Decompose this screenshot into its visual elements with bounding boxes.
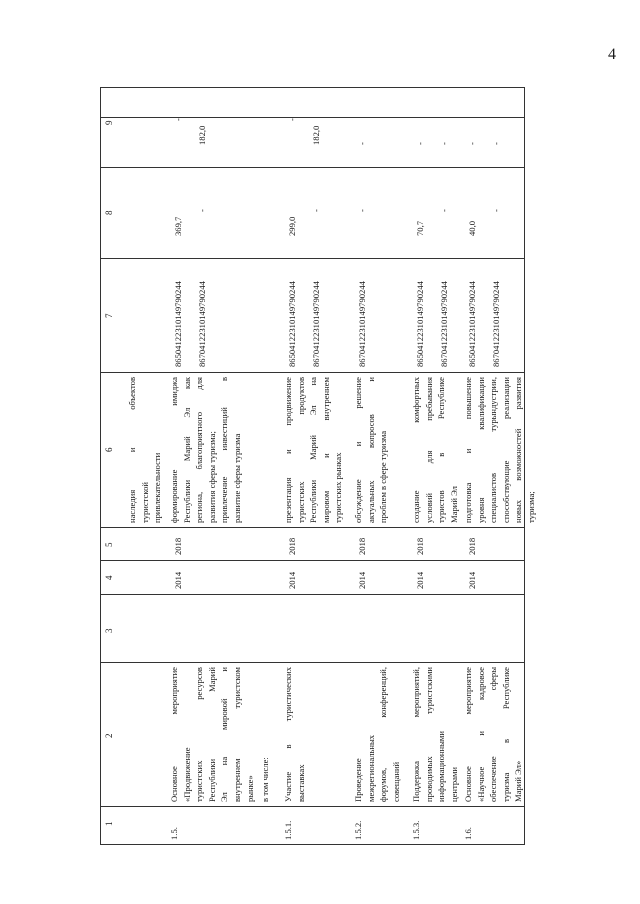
budget-code: 86704122310149790244 <box>311 281 321 367</box>
row-number: 1.5.2. <box>353 820 363 840</box>
expected-result <box>410 377 460 523</box>
start-year: 2014 <box>287 571 297 589</box>
result-line: обсуждение и решение <box>353 377 363 523</box>
row-number: 1.6. <box>463 827 473 840</box>
row-name-line: Основное мероприятие <box>169 667 179 802</box>
amount-col-8: 369,7 <box>173 216 183 236</box>
result-line: развития сферы туризма; <box>206 431 217 523</box>
result-line: актуальных вопросов и <box>365 377 376 523</box>
result-line: привлечение инвестиций в <box>219 377 230 523</box>
expected-result <box>282 377 345 523</box>
result-line: создание комфортных <box>411 377 421 523</box>
row-name-line: проводимых туристскими <box>423 667 434 802</box>
result-line: туризма; <box>525 491 536 523</box>
row-name-line: «Продвижение <box>181 747 192 802</box>
row-name <box>282 667 307 802</box>
end-year: 2018 <box>415 537 425 555</box>
amount-col-8: - <box>197 209 207 212</box>
result-line: туристских продуктов <box>295 377 306 523</box>
result-line: уровня квалификации <box>475 377 486 523</box>
row-name-line: Основное мероприятие <box>463 667 473 802</box>
col-8-9-separator <box>100 167 525 168</box>
row-subheading: в том числе: <box>260 757 270 802</box>
row-name-line: внутреннем туристском <box>231 667 242 802</box>
result-line: специалистов турындустрии, <box>488 377 499 523</box>
amount-col-9: 182,0 <box>197 125 207 145</box>
start-year: 2014 <box>357 571 367 589</box>
expected-result <box>352 377 390 523</box>
start-year: 2014 <box>467 571 477 589</box>
continued-line: туристской <box>139 482 150 523</box>
end-year: 2018 <box>467 537 477 555</box>
row-name-line: туристских ресурсов <box>194 667 205 802</box>
budget-code: 86704122310149790244 <box>491 281 501 367</box>
result-line: Марий Эл <box>448 486 459 523</box>
continued-result-cell <box>126 377 164 523</box>
row-name <box>410 667 460 802</box>
continued-line: наследия и объектов <box>127 377 137 523</box>
amount-col-8: 40,0 <box>467 220 477 236</box>
table-left-border <box>100 87 101 845</box>
row-name <box>168 667 256 802</box>
row-number: 1.5.3. <box>411 820 421 840</box>
header-col-5: 5 <box>104 542 114 547</box>
row-name-line: межрегиональных <box>365 734 376 802</box>
budget-code: 86704122310149790244 <box>197 281 207 367</box>
row-name-line: туризма в Республике <box>500 667 511 802</box>
result-line: формирование имиджа <box>169 377 179 523</box>
amount-col-9: - <box>415 142 425 145</box>
header-row-top-border <box>100 844 525 845</box>
end-year: 2018 <box>357 537 367 555</box>
expected-result <box>168 377 244 523</box>
result-line: способствующие реализации <box>500 377 511 523</box>
budget-code: 86504122310149790244 <box>287 281 297 367</box>
header-col-7: 7 <box>104 313 114 318</box>
budget-code: 86504122310149790244 <box>415 281 425 367</box>
start-year: 2014 <box>173 571 183 589</box>
start-year: 2014 <box>415 571 425 589</box>
header-col-9: 9 <box>104 120 114 125</box>
col-4-5-separator <box>100 560 525 561</box>
result-line: условий для пребывания <box>423 377 434 523</box>
result-line: Республики Марий Эл на <box>308 377 319 523</box>
row-name-line: информационными <box>436 731 447 802</box>
col-7-8-separator <box>100 258 525 259</box>
col-1-2-separator <box>100 806 525 807</box>
row-name-line: выставках <box>295 764 306 802</box>
continued-line: привлекательности <box>152 452 163 523</box>
table-top-border <box>100 87 525 88</box>
result-line: мировом и внутреннем <box>320 377 331 523</box>
row-name-line: форумов, конференций, <box>378 667 389 802</box>
result-line: развитие сферы туризма <box>231 433 242 523</box>
page-number: 4 <box>608 46 616 63</box>
header-col-3: 3 <box>104 628 114 633</box>
amount-col-9: - <box>287 118 297 121</box>
row-name-line: Марий Эл» <box>513 760 524 802</box>
result-line: туристов в Республике <box>436 377 447 523</box>
row-name-line: «Научное и кадровое <box>475 667 486 802</box>
end-year: 2018 <box>287 537 297 555</box>
result-line: презентация и продвижение <box>283 377 293 523</box>
amount-col-8: - <box>491 209 501 212</box>
row-name <box>462 667 525 802</box>
col-6-7-separator <box>100 372 525 373</box>
row-name-line: совещаний <box>390 761 401 802</box>
col-2-3-separator <box>100 662 525 663</box>
budget-code: 86704122310149790244 <box>439 281 449 367</box>
amount-col-9: - <box>491 142 501 145</box>
result-line: Республики Марий Эл как <box>181 377 192 523</box>
row-name-line: Проведение <box>353 758 363 802</box>
header-col-4: 4 <box>104 575 114 580</box>
amount-col-9: - <box>439 142 449 145</box>
amount-col-8: 299,0 <box>287 216 297 236</box>
result-line: новых возможностей развития <box>513 377 524 523</box>
row-name-line: обеспечение сферы <box>488 667 499 802</box>
budget-code: 86504122310149790244 <box>467 281 477 367</box>
amount-col-9: - <box>467 142 477 145</box>
amount-col-8: 70,7 <box>415 220 425 236</box>
row-name <box>352 667 402 802</box>
amount-col-9: - <box>173 118 183 121</box>
amount-col-8: - <box>311 209 321 212</box>
amount-col-8: - <box>357 209 367 212</box>
row-number: 1.5.1. <box>283 820 293 840</box>
header-col-2: 2 <box>104 733 114 738</box>
amount-col-9: - <box>357 142 367 145</box>
row-name-line: Республики Марий <box>206 667 217 802</box>
row-number: 1.5. <box>169 827 179 840</box>
result-line: региона, благоприятного для <box>194 377 205 523</box>
budget-code: 86704122310149790244 <box>357 281 367 367</box>
amount-col-8: - <box>439 209 449 212</box>
row-name-line: Поддержка мероприятий, <box>411 667 421 802</box>
end-year: 2018 <box>173 537 183 555</box>
header-col-8: 8 <box>104 210 114 215</box>
budget-code: 86504122310149790244 <box>173 281 183 367</box>
header-row-bottom-border <box>100 117 525 118</box>
expected-result <box>462 377 538 523</box>
row-name-line: рынке» <box>244 775 255 802</box>
row-name-line: центрами <box>448 766 459 802</box>
result-line: проблем в сфере туризма <box>378 430 389 523</box>
amount-col-9: 182,0 <box>311 125 321 145</box>
result-line: туристских рынках <box>333 452 344 523</box>
col-3-4-separator <box>100 594 525 595</box>
row-name-line: Эл на мировой и <box>219 667 230 802</box>
header-col-1: 1 <box>104 821 114 826</box>
header-col-6: 6 <box>104 447 114 452</box>
col-5-6-separator <box>100 527 525 528</box>
row-name-line: Участие в туристических <box>283 667 293 802</box>
result-line: подготовка и повышение <box>463 377 473 523</box>
